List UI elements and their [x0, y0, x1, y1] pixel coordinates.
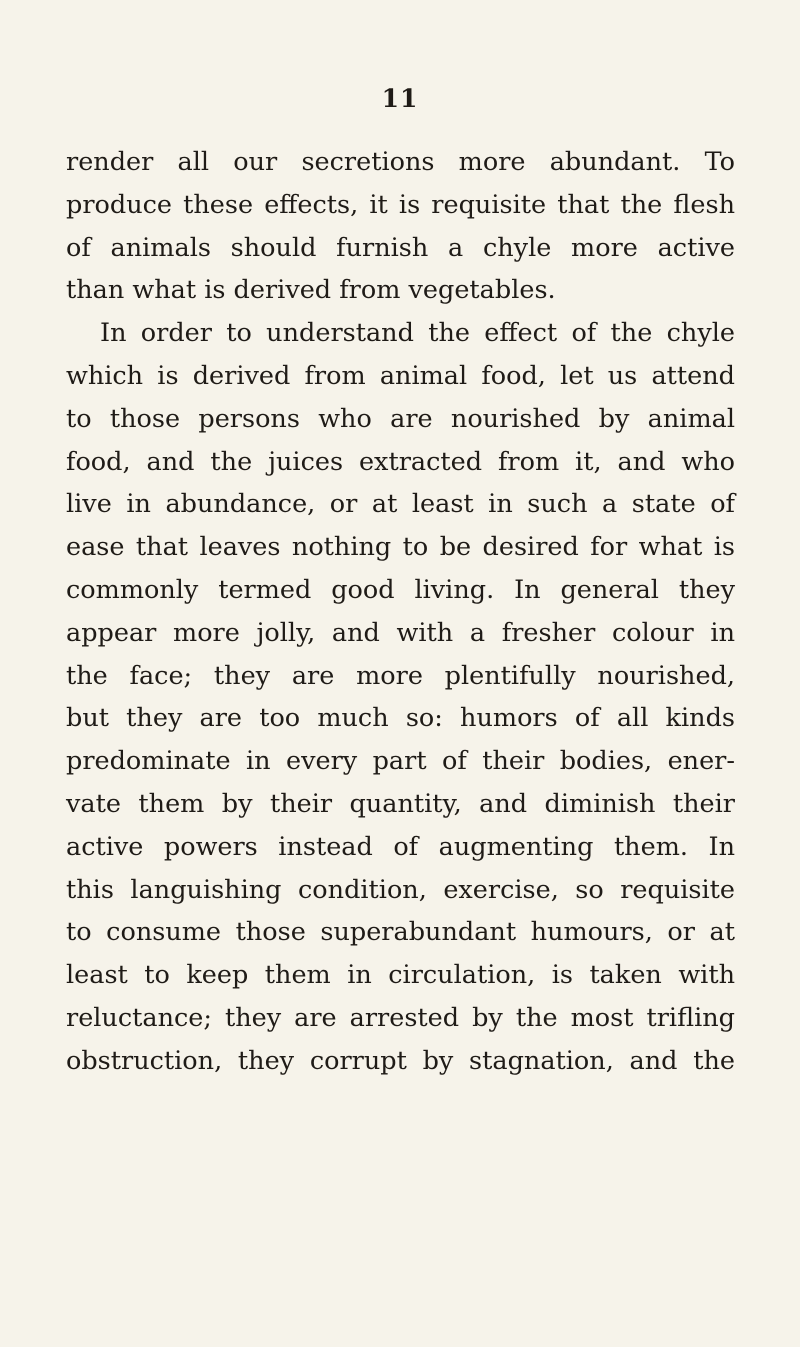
text-line: commonly termed good living. In general they: [66, 575, 735, 605]
text-line: reluctance; they are arrested by the most trifling: [66, 1003, 735, 1033]
text-line: obstruction, they corrupt by stagnation, and the: [66, 1045, 735, 1076]
page-number: 11: [381, 84, 419, 113]
text-line: food, and the juices extracted from it, and who: [66, 446, 735, 477]
text-line: to consume those superabundant humours, or at: [66, 917, 735, 948]
text-line: active powers instead of augmenting them. In: [66, 831, 735, 862]
text-line: which is derived from animal food, let us attend: [66, 361, 735, 391]
text-line: In order to understand the effect of the chyle: [100, 318, 735, 349]
text-line: but they are too much so: humors of all kinds: [66, 703, 735, 734]
text-line: render all our secretions more abundant. To: [66, 147, 735, 177]
text-line: ease that leaves nothing to be desired for what is: [66, 532, 735, 563]
text-line: appear more jolly, and with a fresher colour in: [66, 617, 735, 648]
text-line: vate them by their quantity, and diminish their: [66, 789, 735, 819]
text-line: predominate in every part of their bodies, ener-: [66, 746, 735, 777]
text-line: to those persons who are nourished by animal: [66, 403, 735, 434]
text-line: least to keep them in circulation, is taken with: [66, 960, 735, 991]
text-line: produce these effects, it is requisite that the flesh: [66, 189, 735, 220]
text-line: than what is derived from vegetables.: [66, 275, 556, 306]
text-line: live in abundance, or at least in such a state of: [66, 489, 735, 520]
text-line: this languishing condition, exercise, so requisite: [66, 874, 735, 905]
text-line: of animals should furnish a chyle more active: [66, 232, 735, 263]
text-line: the face; they are more plentifully nourished,: [66, 660, 735, 691]
